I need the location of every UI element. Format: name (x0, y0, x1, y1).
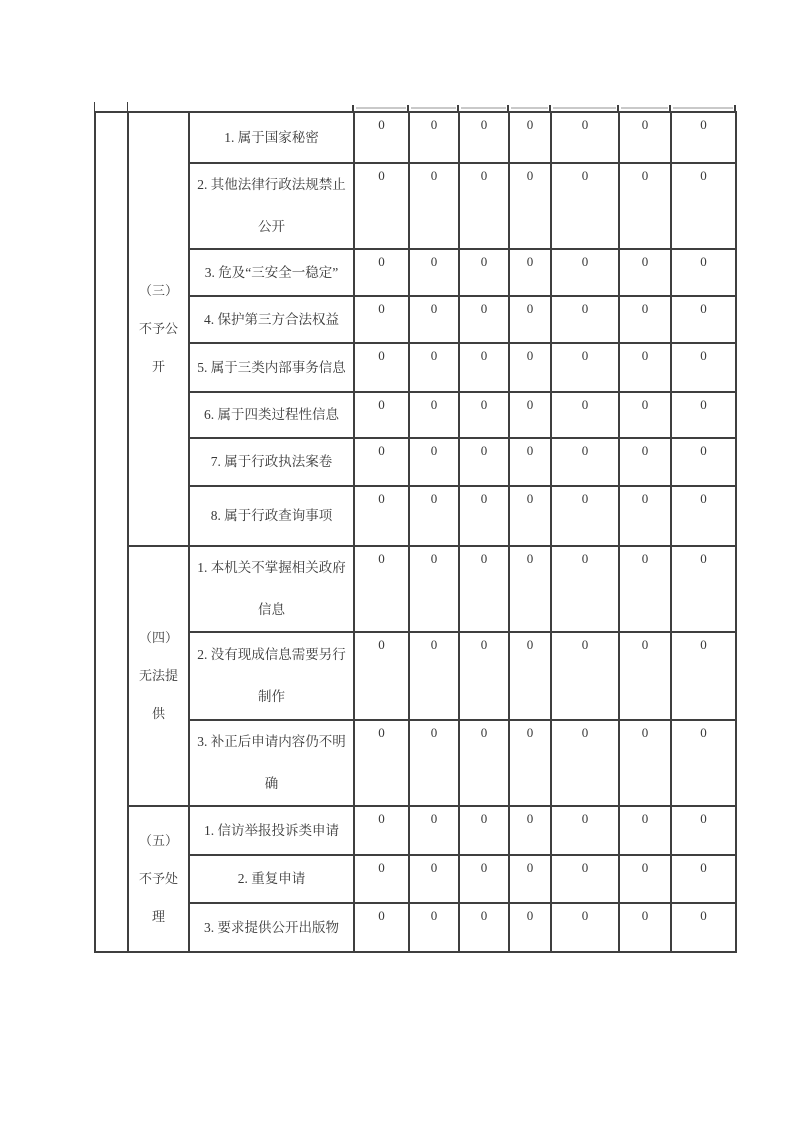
value-text: 0 (378, 491, 385, 506)
continued-outer-header-cell (95, 112, 128, 952)
section-group-label-line: （四） (138, 630, 178, 645)
value-cell (619, 438, 671, 486)
value-cell (409, 855, 459, 903)
value-text: 0 (526, 491, 534, 506)
table-row (95, 163, 736, 249)
value-cell (509, 438, 551, 486)
row-label-cell (189, 392, 354, 438)
value-cell (551, 806, 619, 855)
value-text: 0 (526, 397, 534, 412)
value-text: 0 (641, 908, 649, 923)
value-cell (619, 343, 671, 392)
value-cell (551, 438, 619, 486)
value-text: 0 (378, 443, 385, 458)
table-row (95, 720, 736, 806)
value-cell (551, 163, 619, 249)
value-cell (354, 296, 409, 343)
value-text: 0 (526, 254, 534, 269)
value-cell (459, 249, 509, 296)
value-text: 0 (480, 397, 488, 412)
value-cell (509, 163, 551, 249)
value-text: 0 (480, 168, 488, 183)
value-text: 0 (526, 908, 534, 923)
value-text: 0 (430, 725, 438, 740)
value-text: 0 (581, 811, 589, 826)
value-cell (409, 720, 459, 806)
value-cell (509, 720, 551, 806)
section-group-label-line: 理 (151, 909, 165, 924)
row-label-line: 1. 本机关不掌握相关政府 (197, 560, 346, 575)
cut-row-remnant (621, 107, 668, 109)
report-table (94, 111, 737, 953)
value-cell (551, 486, 619, 546)
row-label-line: 4. 保护第三方合法权益 (204, 311, 339, 327)
value-text: 0 (480, 443, 488, 458)
value-cell (459, 806, 509, 855)
value-text: 0 (700, 860, 707, 875)
value-text: 0 (430, 397, 438, 412)
value-cell (671, 343, 736, 392)
section-group-cell (128, 112, 189, 546)
value-text: 0 (581, 443, 589, 458)
value-cell (509, 486, 551, 546)
table-row (95, 296, 736, 343)
row-label-line: 3. 要求提供公开出版物 (204, 919, 339, 935)
row-label-line: 2. 其他法律行政法规禁止 (197, 177, 346, 192)
value-text: 0 (641, 637, 649, 652)
value-cell (409, 163, 459, 249)
value-cell (354, 855, 409, 903)
value-cell (671, 720, 736, 806)
value-cell (671, 249, 736, 296)
value-text: 0 (641, 348, 649, 363)
value-cell (551, 855, 619, 903)
row-label-cell (189, 903, 354, 952)
value-text: 0 (700, 254, 707, 269)
value-cell (509, 903, 551, 952)
value-cell (354, 112, 409, 163)
cut-row-remnant (461, 107, 506, 109)
row-label-line: 确 (264, 776, 279, 791)
value-text: 0 (581, 117, 589, 132)
value-text: 0 (480, 725, 488, 740)
value-cell (619, 903, 671, 952)
value-cell (509, 392, 551, 438)
table-row (95, 438, 736, 486)
row-label-line: 3. 补正后申请内容仍不明 (197, 734, 346, 749)
value-cell (509, 112, 551, 163)
value-text: 0 (526, 348, 534, 363)
value-cell (409, 112, 459, 163)
section-group-label-line: 无法提 (138, 668, 178, 683)
row-label-line: 5. 属于三类内部事务信息 (197, 359, 346, 375)
value-text: 0 (700, 908, 707, 923)
table-row (95, 546, 736, 632)
section-group-label-line: （五） (138, 833, 178, 848)
value-text: 0 (430, 637, 438, 652)
value-cell (354, 438, 409, 486)
value-cell (619, 486, 671, 546)
value-cell (551, 720, 619, 806)
value-text: 0 (581, 348, 589, 363)
value-cell (354, 249, 409, 296)
value-text: 0 (700, 301, 707, 316)
value-cell (459, 296, 509, 343)
section-group-label-line: 供 (151, 706, 165, 721)
row-label-line: 8. 属于行政查询事项 (210, 508, 333, 523)
value-cell (354, 343, 409, 392)
value-cell (409, 806, 459, 855)
value-text: 0 (480, 348, 488, 363)
value-text: 0 (700, 491, 707, 506)
value-text: 0 (641, 491, 649, 506)
value-cell (671, 296, 736, 343)
table-row (95, 249, 736, 296)
value-text: 0 (641, 811, 649, 826)
value-cell (409, 486, 459, 546)
value-cell (509, 343, 551, 392)
value-cell (459, 546, 509, 632)
value-cell (619, 296, 671, 343)
table-row (95, 112, 736, 163)
value-text: 0 (480, 491, 488, 506)
value-text: 0 (641, 397, 649, 412)
value-cell (459, 163, 509, 249)
value-cell (619, 720, 671, 806)
value-text: 0 (700, 637, 707, 652)
value-text: 0 (430, 168, 438, 183)
value-cell (354, 392, 409, 438)
value-text: 0 (526, 551, 534, 566)
row-label-line: 2. 重复申请 (237, 871, 306, 886)
table-row (95, 903, 736, 952)
value-text: 0 (526, 301, 534, 316)
value-cell (619, 855, 671, 903)
value-cell (459, 486, 509, 546)
value-cell (551, 632, 619, 720)
value-cell (671, 392, 736, 438)
value-text: 0 (641, 860, 649, 875)
value-text: 0 (581, 860, 589, 875)
value-cell (409, 632, 459, 720)
value-cell (509, 546, 551, 632)
row-label-cell (189, 343, 354, 392)
section-group-label-line: 不予处 (138, 871, 178, 886)
value-text: 0 (700, 725, 707, 740)
row-label-line: 公开 (258, 219, 285, 234)
value-cell (409, 296, 459, 343)
row-label-cell (189, 163, 354, 249)
value-text: 0 (430, 811, 438, 826)
value-cell (459, 720, 509, 806)
value-text: 0 (700, 348, 707, 363)
value-text: 0 (378, 551, 385, 566)
value-cell (671, 632, 736, 720)
value-cell (459, 438, 509, 486)
row-label-line: 1. 属于国家秘密 (224, 129, 319, 145)
value-cell (409, 343, 459, 392)
value-cell (409, 392, 459, 438)
value-cell (459, 903, 509, 952)
value-text: 0 (430, 491, 438, 506)
value-cell (619, 632, 671, 720)
value-cell (459, 855, 509, 903)
row-label-cell (189, 855, 354, 903)
value-text: 0 (378, 637, 385, 652)
value-text: 0 (581, 301, 589, 316)
value-text: 0 (480, 117, 488, 132)
value-text: 0 (378, 397, 385, 412)
value-text: 0 (700, 168, 707, 183)
value-cell (619, 806, 671, 855)
value-cell (619, 112, 671, 163)
value-text: 0 (581, 637, 589, 652)
value-text: 0 (526, 117, 534, 132)
value-text: 0 (378, 860, 385, 875)
value-cell (671, 438, 736, 486)
row-label-line: 7. 属于行政执法案卷 (210, 454, 333, 469)
value-text: 0 (581, 725, 589, 740)
value-text: 0 (641, 443, 649, 458)
value-text: 0 (581, 908, 589, 923)
row-label-cell (189, 806, 354, 855)
value-text: 0 (430, 551, 438, 566)
value-text: 0 (581, 397, 589, 412)
value-text: 0 (430, 860, 438, 875)
value-text: 0 (378, 168, 385, 183)
value-text: 0 (526, 637, 534, 652)
value-text: 0 (526, 811, 534, 826)
section-group-label-line: 开 (151, 359, 165, 374)
value-text: 0 (480, 301, 488, 316)
value-cell (354, 163, 409, 249)
value-text: 0 (378, 908, 385, 923)
cut-row-remnant (553, 107, 616, 109)
value-text: 0 (430, 117, 438, 132)
value-cell (509, 632, 551, 720)
value-text: 0 (581, 254, 589, 269)
value-text: 0 (480, 908, 488, 923)
value-cell (671, 112, 736, 163)
value-cell (354, 486, 409, 546)
row-label-line: 1. 信访举报投诉类申请 (204, 822, 339, 838)
value-text: 0 (430, 908, 438, 923)
value-text: 0 (430, 443, 438, 458)
row-label-line: 信息 (258, 602, 285, 617)
value-cell (551, 112, 619, 163)
value-text: 0 (480, 254, 488, 269)
value-cell (671, 806, 736, 855)
table-row (95, 632, 736, 720)
value-cell (459, 112, 509, 163)
value-cell (354, 806, 409, 855)
value-cell (551, 546, 619, 632)
value-text: 0 (581, 551, 589, 566)
value-cell (459, 392, 509, 438)
cut-row-remnant (356, 107, 406, 109)
value-cell (409, 903, 459, 952)
table-row (95, 486, 736, 546)
value-cell (619, 249, 671, 296)
section-group-label-line: 不予公 (138, 321, 178, 336)
value-cell (409, 249, 459, 296)
value-cell (551, 392, 619, 438)
value-text: 0 (641, 117, 649, 132)
row-label-cell (189, 296, 354, 343)
value-text: 0 (430, 348, 438, 363)
value-text: 0 (641, 168, 649, 183)
cut-row-remnant (511, 107, 548, 109)
value-cell (509, 855, 551, 903)
value-cell (619, 392, 671, 438)
value-text: 0 (700, 397, 707, 412)
value-text: 0 (526, 860, 534, 875)
value-text: 0 (641, 254, 649, 269)
value-text: 0 (581, 491, 589, 506)
value-text: 0 (480, 551, 488, 566)
value-text: 0 (480, 860, 488, 875)
value-text: 0 (641, 301, 649, 316)
value-cell (509, 296, 551, 343)
value-text: 0 (378, 725, 385, 740)
section-group-cell (128, 546, 189, 806)
value-cell (671, 486, 736, 546)
value-text: 0 (700, 117, 707, 132)
value-text: 0 (430, 254, 438, 269)
row-label-cell (189, 438, 354, 486)
value-cell (671, 855, 736, 903)
value-cell (409, 546, 459, 632)
value-text: 0 (641, 725, 649, 740)
value-cell (551, 296, 619, 343)
value-text: 0 (526, 725, 534, 740)
value-cell (354, 903, 409, 952)
value-text: 0 (378, 348, 385, 363)
row-label-line: 3. 危及“三安全一稳定” (204, 264, 339, 280)
value-text: 0 (378, 301, 385, 316)
value-text: 0 (378, 117, 385, 132)
value-cell (509, 806, 551, 855)
value-text: 0 (700, 551, 707, 566)
value-cell (619, 546, 671, 632)
value-text: 0 (378, 254, 385, 269)
value-text: 0 (480, 637, 488, 652)
value-text: 0 (641, 551, 649, 566)
table-row (95, 806, 736, 855)
table-row (95, 343, 736, 392)
value-text: 0 (430, 301, 438, 316)
row-label-cell (189, 112, 354, 163)
value-text: 0 (480, 811, 488, 826)
value-text: 0 (526, 168, 534, 183)
value-text: 0 (700, 443, 707, 458)
value-cell (509, 249, 551, 296)
value-cell (354, 546, 409, 632)
value-cell (354, 632, 409, 720)
value-cell (459, 632, 509, 720)
row-label-line: 2. 没有现成信息需要另行 (197, 647, 346, 662)
row-label-cell (189, 546, 354, 632)
row-label-cell (189, 486, 354, 546)
value-cell (459, 343, 509, 392)
table-row (95, 392, 736, 438)
value-cell (671, 163, 736, 249)
value-cell (551, 903, 619, 952)
cut-row-remnant (411, 107, 456, 109)
row-label-cell (189, 249, 354, 296)
row-label-cell (189, 720, 354, 806)
row-label-line: 6. 属于四类过程性信息 (204, 407, 339, 422)
value-text: 0 (526, 443, 534, 458)
section-group-cell (128, 806, 189, 952)
row-label-cell (189, 632, 354, 720)
cut-row-remnant (673, 107, 733, 109)
value-cell (409, 438, 459, 486)
value-text: 0 (700, 811, 707, 826)
value-cell (619, 163, 671, 249)
value-cell (551, 249, 619, 296)
value-cell (671, 903, 736, 952)
value-text: 0 (581, 168, 589, 183)
section-group-label-line: （三） (138, 283, 178, 298)
value-cell (551, 343, 619, 392)
row-label-line: 制作 (258, 689, 285, 704)
value-text: 0 (378, 811, 385, 826)
table-row (95, 855, 736, 903)
value-cell (671, 546, 736, 632)
value-cell (354, 720, 409, 806)
